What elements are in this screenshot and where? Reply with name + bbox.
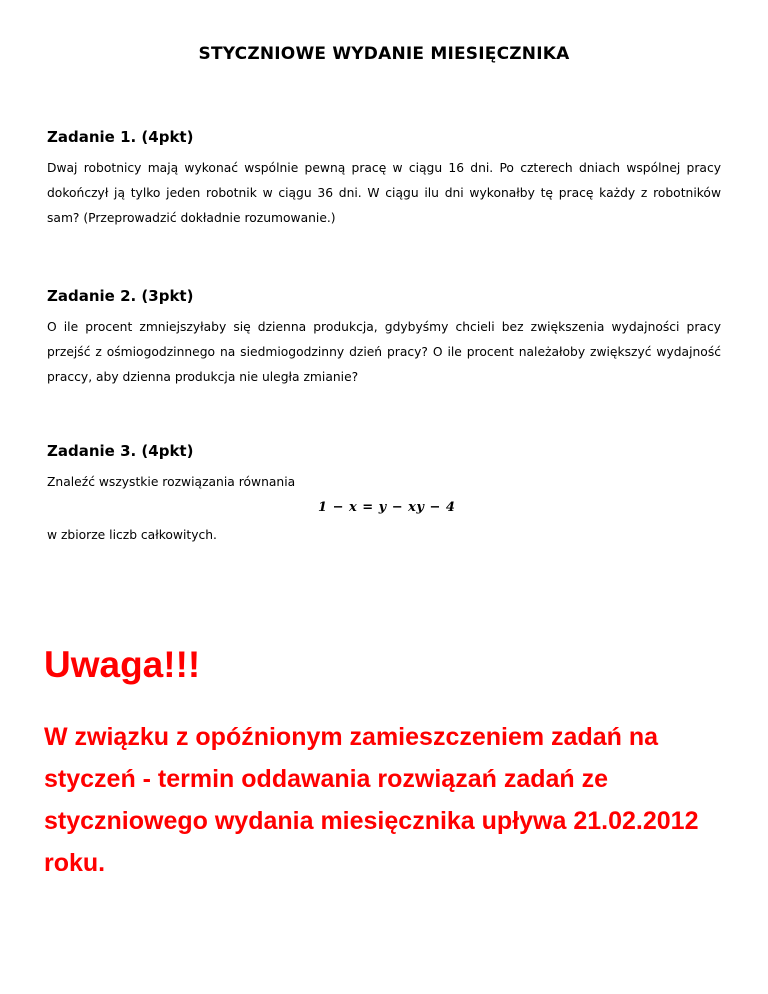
task-1-text: Dwaj robotnicy mają wykonać wspólnie pewną pracę w ciągu 16 dni. Po czterech dniach wspólnej pracy dokończył ją tylko jeden robotnik w ciągu 36 dni. W ciągu ilu dni wykonałby tę pracę każdy z robotników sam? (Przeprowadzić dokładnie rozumowanie.) bbox=[47, 161, 721, 225]
task-3-equation: 1 − x = y − xy − 4 bbox=[318, 500, 456, 515]
task-2 bbox=[47, 287, 721, 390]
task-1-heading: Zadanie 1. (4pkt) bbox=[47, 128, 194, 146]
task-2-text: O ile procent zmniejszyłaby się dzienna produkcja, gdybyśmy chcieli bez zwiększenia wydajności pracy przejść z ośmiogodzinnego na siedmiogodzinny dzień pracy? O ile procent należałoby zwiększyć wydajność praccy, aby dzienna produkcja nie uległa zmianie? bbox=[47, 320, 721, 384]
notice-heading: Uwaga!!! bbox=[44, 644, 201, 685]
task-3-text: Znaleźć wszystkie rozwiązania równania bbox=[47, 475, 296, 489]
task-1 bbox=[47, 128, 721, 231]
page-title: STYCZNIOWE WYDANIE MIESIĘCZNIKA bbox=[198, 44, 570, 64]
task-2-heading: Zadanie 2. (3pkt) bbox=[47, 287, 194, 305]
task-3-heading: Zadanie 3. (4pkt) bbox=[47, 442, 194, 460]
notice-text: W związku z opóźnionym zamieszczeniem zadań na styczeń - termin oddawania rozwiązań zadań ze stycznioweg​o wydania miesięcznika upływa 21.02.2012 roku. bbox=[44, 723, 699, 877]
task-3 bbox=[47, 442, 721, 495]
task-3-text-after: w zbiorze liczb całkowitych. bbox=[47, 528, 217, 542]
